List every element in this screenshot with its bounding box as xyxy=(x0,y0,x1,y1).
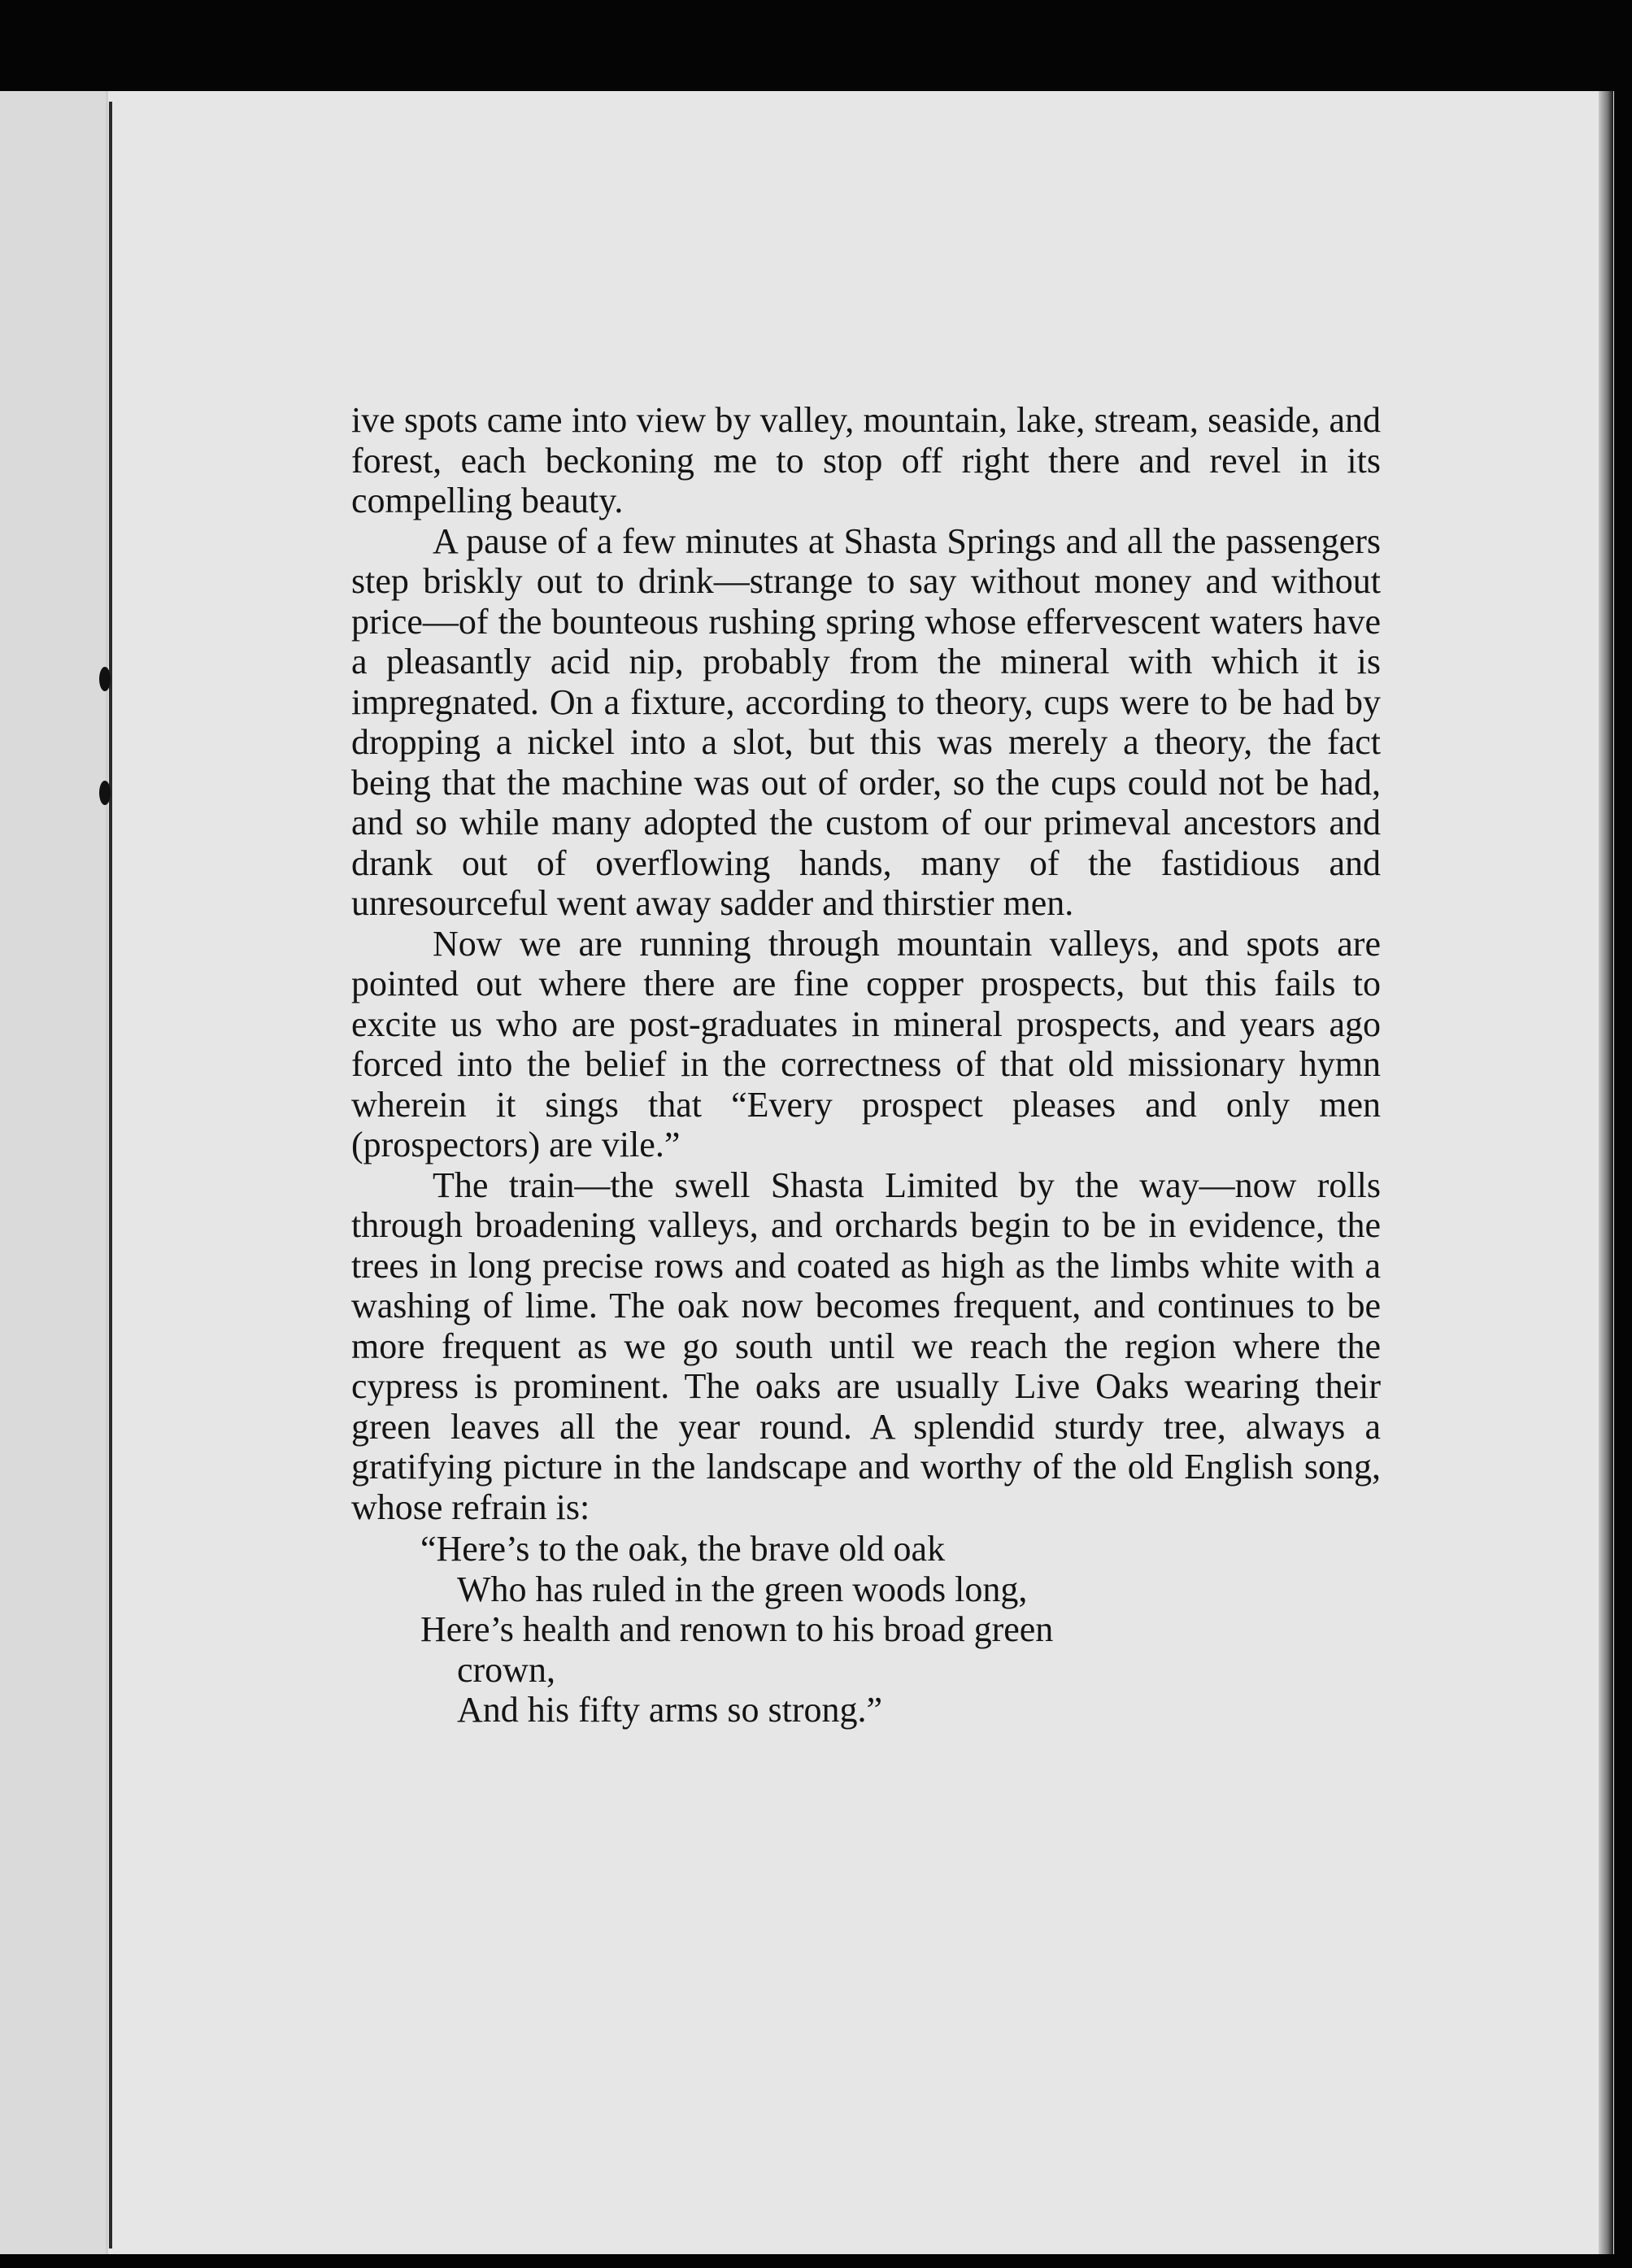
paragraph: ive spots came into view by valley, mountain, lake, stream, seaside, and forest, each beckoning me to stop off right there and revel in its compelling beauty. xyxy=(351,400,1381,520)
verse-line: “Here’s to the oak, the brave old oak xyxy=(420,1529,946,1569)
page-right-edge xyxy=(1599,91,1613,2254)
paragraph: The train—the swell Shasta Limited by the way—now rolls through broadening valleys, and orchards begin to be in evidence, the trees in long precise rows and coated as high as the limbs white with a washing of lime. The oak now becomes frequent, and continues to be more frequent as we go south until we reach the region where the cypress is prominent. The oaks are usually Live Oaks wearing their green leaves all the year round. A splendid sturdy tree, always a gratifying picture in the landscape and worthy of the old English song, whose refrain is: xyxy=(351,1164,1381,1527)
binding-mark xyxy=(99,781,111,805)
binding-mark xyxy=(99,667,111,691)
facing-page-edge xyxy=(0,91,106,2254)
page-body-text xyxy=(351,400,1381,1730)
verse-block xyxy=(351,1529,1381,1730)
verse-line: And his fifty arms so strong.” xyxy=(457,1690,883,1730)
page-gutter-line xyxy=(109,102,112,2248)
paragraph: A pause of a few minutes at Shasta Springs and all the passengers step briskly out to drink—strange to say without money and without price—of the bounteous rushing spring whose effervescent waters have a pleasantly acid nip, probably from the mineral with which it is impregnated. On a fixture, according to theory, cups were to be had by dropping a nickel into a slot, but this was merely a theory, the fact being that the machine was out of order, so the cups could not be had, and so while many adopted the custom of our primeval ancestors and drank out of overflowing hands, many of the fastidious and unresourceful went away sadder and thirstier men. xyxy=(351,520,1381,923)
paragraph: Now we are running through mountain valleys, and spots are pointed out where there are fine copper prospects, but this fails to excite us who are post-graduates in mineral prospects, and years ago forced into the belief in the correctness of that old missionary hymn wherein it sings that “Every prospect pleases and only men (prospectors) are vile.” xyxy=(351,923,1381,1164)
verse-line: Here’s health and renown to his broad green xyxy=(420,1609,1054,1649)
verse-line: Who has ruled in the green woods long, xyxy=(457,1569,1028,1609)
verse-line: crown, xyxy=(457,1649,555,1690)
